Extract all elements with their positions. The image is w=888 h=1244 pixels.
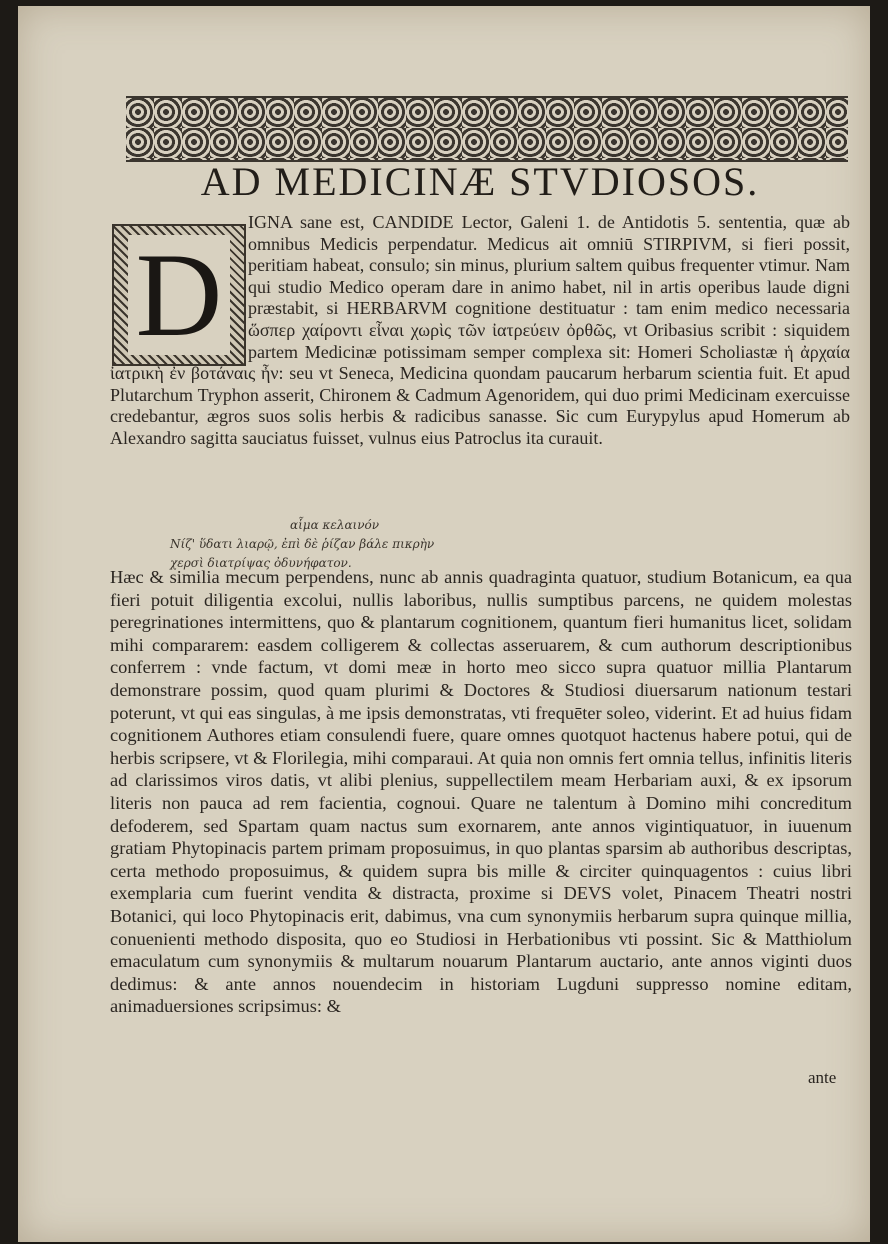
ornamental-header-band [126, 96, 848, 162]
second-paragraph: Hæc & similia mecum perpendens, nunc ab annis quadraginta quatuor, studium Botanicum, ea qua fieri potuit diligentia excolui, nullis laboribus, nullis sumptibus parcens, ne quidem molestas peregrinationes intermittens, quo & plantarum cognitionem, quantum fieri humanitus licet, solidam mihi compararem: easdem colligerem & collectas asseruarem, & cum authorum descriptionibus conferrem : vnde factum, vt domi meæ in horto meo sicco supra quatuor millia Plantarum demonstrare possim, quod quam plurimi & Doctores & Studiosi diuersarum nationum testari poterunt, vt qui eas singulas, à me ipsis demonstratas, vti frequēter soleo, viderint. Et ad huius fidam cognitionem Authores etiam consulendi fuere, quare omnes quotquot hactenus habere potui, qui de herbis scripsere, vt & Florilegia, mihi comparaui. At quia non omnis fert omnia tellus, infinitis literis ad clarissimos viros datis, vt alibi plenius, suppellectilem meam Herbariam auxi, & ex ipsorum literis non pauca ad rem facientia, cognoui. Quare ne talentum à Domino mihi concreditum defoderem, sed Spartam quam nactus sum exornarem, ante annos vigintiquatuor, in iuuenum gratiam Phytopinacis partem primam proposuimus, in quo plantas sparsim ab authoribus descriptas, certa methodo proposuimus, & quidem supra bis mille & circiter quinquagentos : cuius libri exemplaria cum fuerint vendita & distracta, proxime si DEVS volet, Pinacem Theatri nostri Botanici, qui loco Phytopinacis erit, dabimus, vna cum synonymiis herbarum supra quinque millia, conuenienti methodo disposita, quo eo Studiosi in Herbationibus vti possint. Sic & Matthiolum emaculatum cum synonymiis & multarum nouarum Plantarum auctario, ante annos viginti duos dedimus: & ante annos nouendecim in historiam Lugduni suppresso nomine editam, animaduersiones scripsimus: & [110, 567, 852, 1017]
greek-verse-quote [170, 516, 650, 573]
first-paragraph: IGNA sane est, CANDIDE Lector, Galeni 1. de Antidotis 5. sententia, quæ ab omnibus Medicis perpendatur. Medicus ait omniū STIRPIVM, si fieri possit, peritiam habeat, consulo; sin minus, plurium saltem quibus frequenter vtimur. Nam qui studio Medico operam dare in animo habet, nil in artis operibus laude digni præstabit, si HERBARVM cognitione destituatur : tam enim medico necessaria ὥσπερ χαίροντι εἶναι χωρὶς τῶν ἰατρεύειν ὀρθῶς, vt Oribasius scribit : siquidem partem Medicinæ potissimam semper complexa sit: Homeri Scholiastæ ἡ ἀρχαία ἰατρικὴ ἐν βοτάναις ἦν: seu vt Seneca, Medicina quondam paucarum herbarum scientia fuit. Et apud Plutarchum Tryphon asserit, Chironem & Cadmum Agenoridem, qui duo primi Medicinam exercuisse credebantur, ægros suos solis herbis & radicibus sanasse. Sic cum Eurypylus apud Homerum ab Alexandro sagitta sauciatus fuisset, vulnus eius Patroclus ita curauit. [110, 212, 850, 448]
catchword: ante [808, 1068, 837, 1087]
verse-gloss: αἷμα κελαινόν [290, 518, 380, 532]
initial-letter: D [128, 235, 231, 355]
first-paragraph-block [110, 212, 850, 450]
page-title: AD MEDICINÆ STVDIOSOS. [200, 159, 760, 204]
verse-line-2: χερσὶ διατρίψας ὀδυνήφατον. [170, 556, 352, 570]
verse-line-1: Νίζ' ὕδατι λιαρῷ, ἐπὶ δὲ ῥίζαν βάλε πικρὴν [170, 537, 435, 551]
